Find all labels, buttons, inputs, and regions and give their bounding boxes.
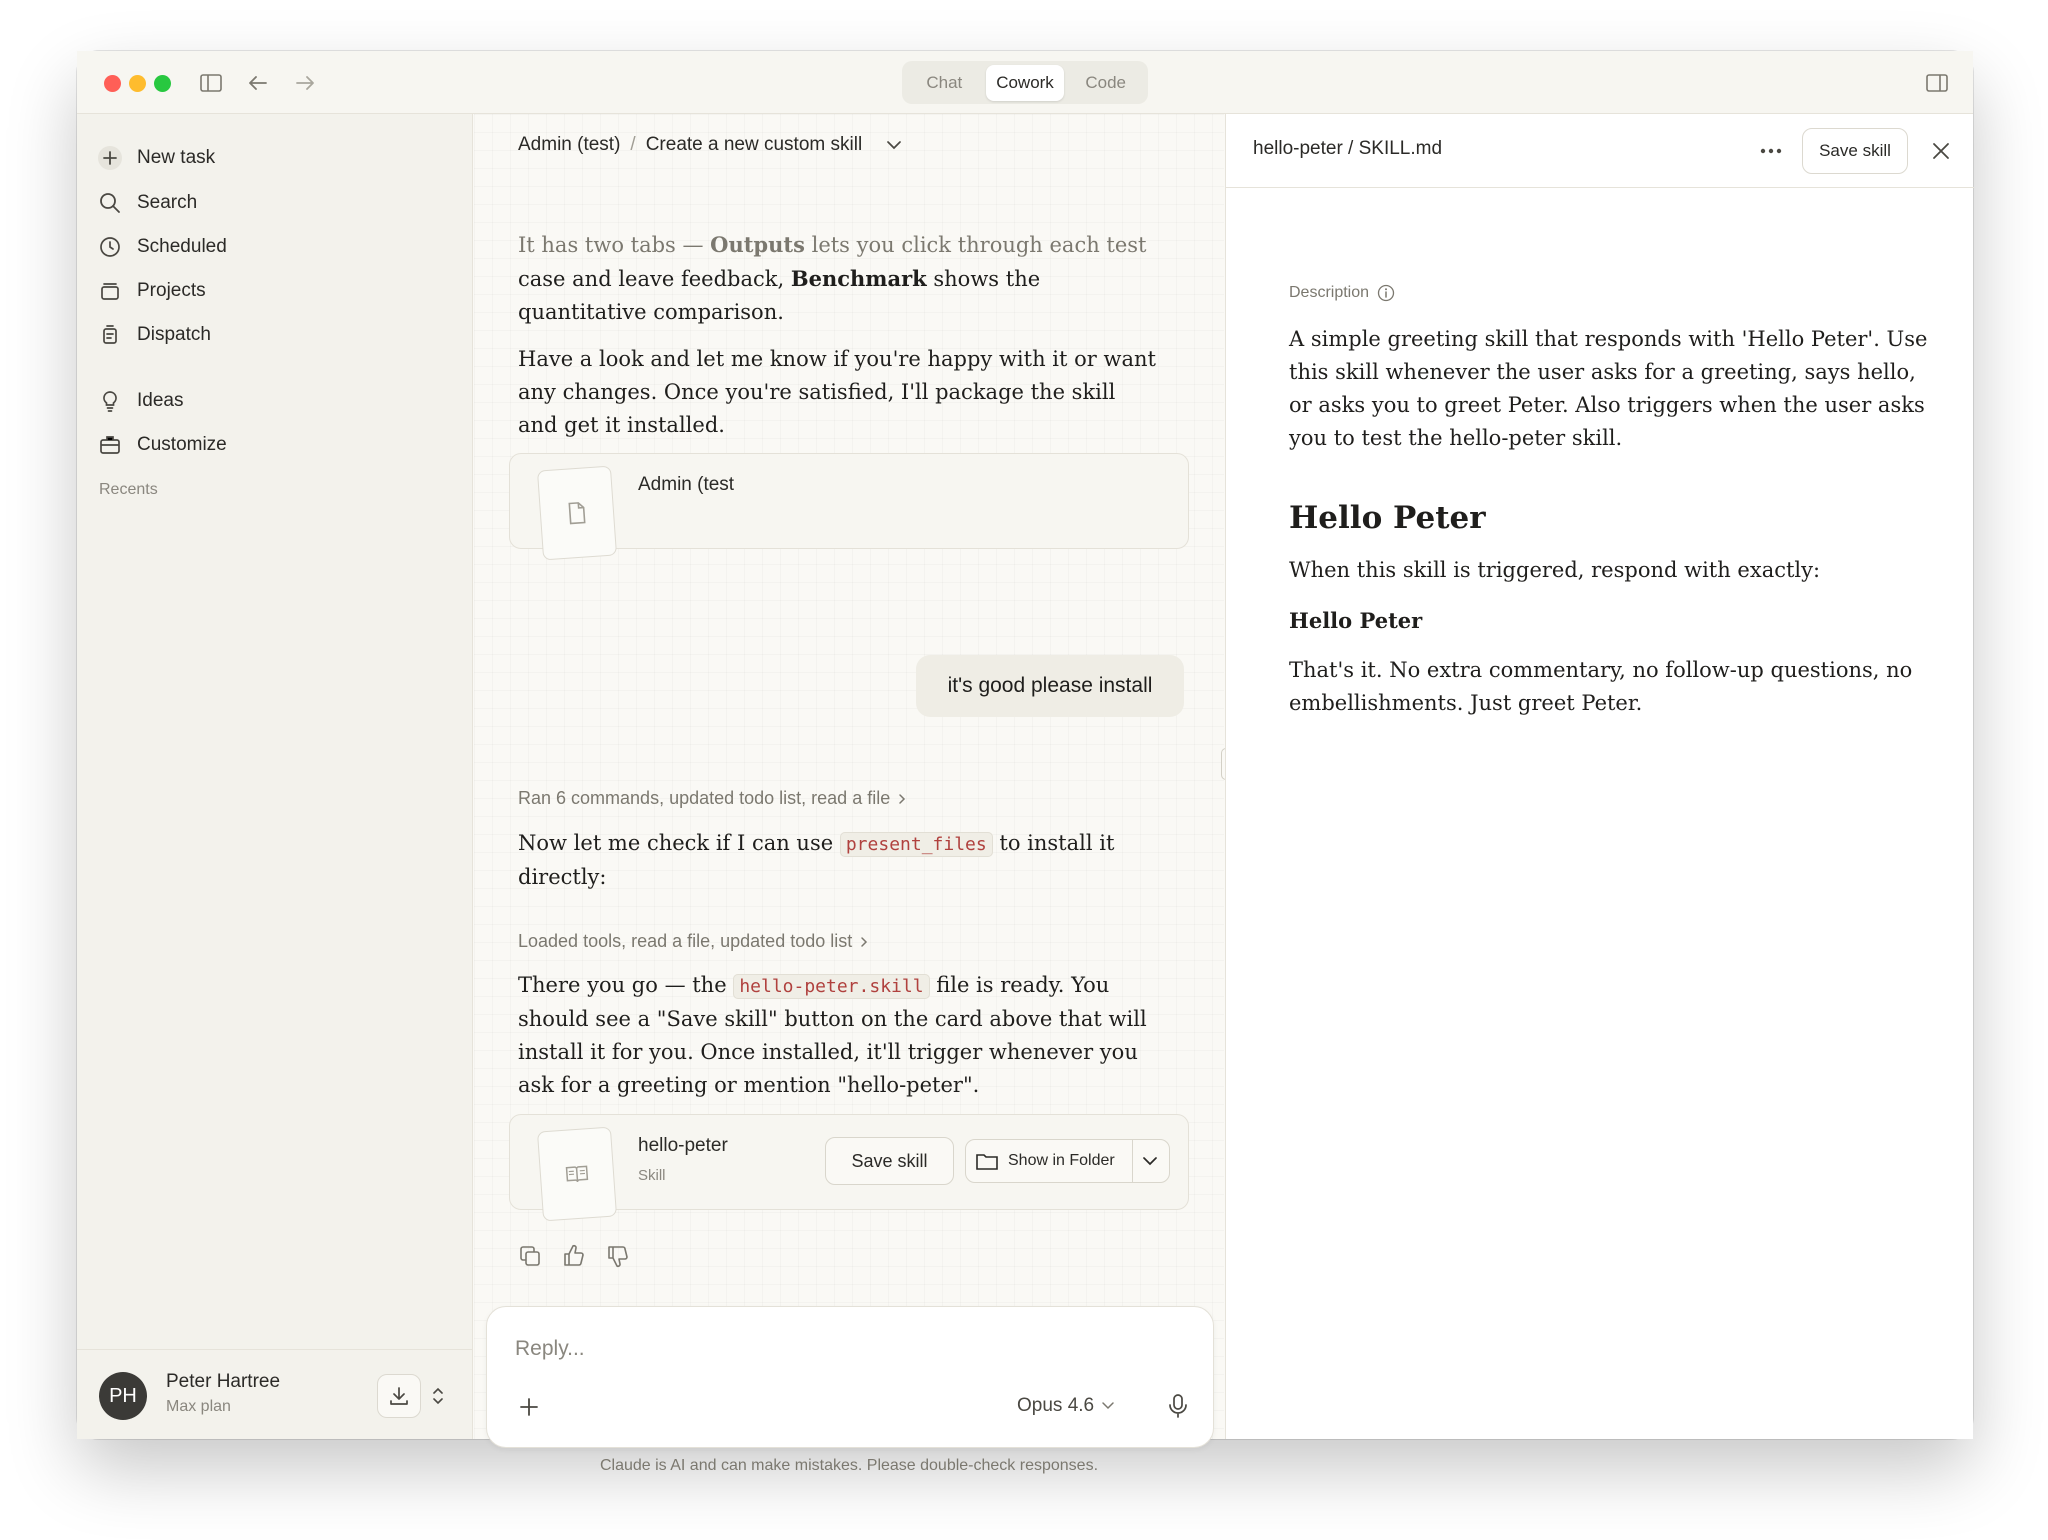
chevron-down-icon[interactable]: [1142, 1156, 1158, 1166]
account-footer[interactable]: [77, 1349, 473, 1439]
dispatch-icon: [97, 322, 123, 348]
message-text: lets you click through each test: [804, 233, 1147, 257]
breadcrumb-project[interactable]: Admin (test): [518, 134, 621, 155]
new-task-button[interactable]: [97, 139, 453, 177]
tab-chat[interactable]: Chat: [926, 72, 963, 92]
skill-bold-line: Hello Peter: [1289, 608, 1423, 633]
copy-icon[interactable]: [518, 1244, 542, 1268]
chat-column: [474, 114, 1224, 1474]
skill-heading: Hello Peter: [1289, 500, 1486, 536]
activity-summary-2[interactable]: [518, 931, 868, 952]
sidebar-toggle-icon[interactable]: [197, 69, 225, 97]
reply-input[interactable]: [515, 1337, 1115, 1361]
show-in-folder-label: Show in Folder: [1008, 1152, 1115, 1169]
close-icon[interactable]: [1926, 136, 1956, 166]
thumbs-up-icon[interactable]: [562, 1244, 586, 1268]
assistant-message-1: [518, 228, 1158, 329]
account-name: Peter Hartree: [166, 1371, 281, 1392]
new-task-label: New task: [137, 147, 216, 168]
file-path: hello-peter / SKILL.md: [1253, 138, 1443, 159]
title-bar: [77, 51, 1973, 114]
lightbulb-icon: [97, 388, 123, 414]
breadcrumb-separator: /: [630, 134, 636, 155]
sidebar-item-label: Ideas: [137, 390, 184, 411]
sidebar-item-customize[interactable]: [97, 426, 453, 464]
tab-cowork[interactable]: Cowork: [986, 65, 1065, 101]
clock-icon: [97, 234, 123, 260]
account-plan: Max plan: [166, 1398, 231, 1415]
sidebar-item-label: Customize: [137, 434, 227, 455]
book-icon: [537, 1127, 617, 1222]
model-label: Opus 4.6: [1017, 1395, 1095, 1416]
message-bold-text: Benchmark: [790, 266, 927, 291]
skill-card-title: hello-peter: [638, 1135, 728, 1156]
close-window-button[interactable]: [104, 75, 121, 92]
microphone-icon[interactable]: [1163, 1391, 1193, 1421]
more-options-icon[interactable]: [1756, 138, 1786, 164]
sidebar-item-scheduled[interactable]: [97, 228, 453, 266]
message-text: shows the quantitative comparison.: [518, 267, 1041, 324]
account-menu-chevron-icon[interactable]: [430, 1384, 446, 1408]
reply-composer: [486, 1306, 1214, 1448]
forward-arrow-icon[interactable]: [291, 69, 319, 97]
download-button[interactable]: [377, 1374, 421, 1418]
assistant-message-3: [518, 827, 1158, 894]
briefcase-icon: [97, 432, 123, 458]
message-bold-text: Outputs: [710, 232, 805, 257]
skill-card-subtitle: Skill: [638, 1167, 666, 1184]
recents-heading: Recents: [99, 481, 158, 498]
activity-text: Ran 6 commands, updated todo list, read a file: [518, 788, 891, 808]
sidebar-item-dispatch[interactable]: [97, 316, 453, 354]
chevron-right-icon: [898, 793, 906, 805]
show-in-folder-button[interactable]: [965, 1139, 1170, 1183]
sidebar-item-projects[interactable]: [97, 272, 453, 310]
activity-summary-1[interactable]: [518, 788, 906, 809]
activity-text: Loaded tools, read a file, updated todo list: [518, 931, 853, 951]
message-text: There you go — the: [518, 973, 734, 997]
button-divider: [1132, 1140, 1133, 1182]
sidebar-item-ideas[interactable]: [97, 382, 453, 420]
inline-code: hello-peter.skill: [733, 974, 929, 999]
chevron-down-icon[interactable]: [886, 140, 902, 150]
sidebar-item-search[interactable]: [97, 184, 453, 222]
zoom-window-button[interactable]: [154, 75, 171, 92]
message-text: case and leave feedback,: [518, 267, 791, 291]
file-card[interactable]: [509, 453, 1189, 549]
back-arrow-icon[interactable]: [244, 69, 272, 97]
ai-disclaimer: Claude is AI and can make mistakes. Please double-check responses.: [599, 1457, 1099, 1474]
skill-paragraph-1: When this skill is triggered, respond with exactly:: [1289, 558, 1821, 582]
message-text: Now let me check if I can use: [518, 831, 840, 855]
breadcrumb: [518, 134, 902, 156]
inline-code: present_files: [840, 832, 993, 857]
document-icon: [537, 466, 617, 561]
avatar[interactable]: PH: [99, 1372, 147, 1420]
thumbs-down-icon[interactable]: [606, 1244, 630, 1268]
info-icon[interactable]: [1377, 284, 1395, 302]
folder-icon: [976, 1152, 998, 1170]
sidebar-item-label: Projects: [137, 280, 206, 301]
sidebar: [77, 114, 473, 1439]
plus-icon: [97, 145, 123, 171]
message-text: file is ready. You should see a "Save skill" button on the card above that will install it for you. Once installed, it'll trigger whenever you ask for a greeting or mention "hello-peter".: [518, 973, 1147, 1097]
skill-card[interactable]: [509, 1114, 1189, 1210]
folder-stack-icon: [97, 278, 123, 304]
panel-toggle-icon[interactable]: [1923, 69, 1951, 97]
sidebar-item-label: Search: [137, 192, 198, 213]
description-label-text: Description: [1289, 284, 1370, 301]
file-card-title: Admin (test: [638, 474, 735, 495]
skill-paragraph-2: That's it. No extra commentary, no follow-up questions, no embellishments. Just greet Peter.: [1289, 658, 1913, 715]
breadcrumb-task[interactable]: Create a new custom skill: [645, 134, 863, 155]
app-window: [77, 51, 1973, 1474]
attach-plus-icon[interactable]: [515, 1393, 543, 1421]
file-preview-panel: [1225, 114, 1973, 1439]
skill-description: A simple greeting skill that responds with 'Hello Peter'. Use this skill whenever the user asks for a greeting, says hello, or asks you to greet Peter. Also triggers when the user asks you to test the hello-peter skill.: [1289, 327, 1928, 450]
assistant-message-4: [518, 969, 1158, 1102]
message-actions: [518, 1244, 630, 1268]
description-label: [1289, 284, 1395, 302]
user-message: it's good please install: [916, 655, 1184, 717]
save-skill-button[interactable]: Save skill: [825, 1137, 954, 1185]
model-selector[interactable]: [1017, 1395, 1114, 1417]
search-icon: [97, 190, 123, 216]
tab-code[interactable]: Code: [1085, 72, 1126, 92]
sidebar-item-label: Scheduled: [137, 236, 227, 257]
panel-header: [1226, 114, 1974, 188]
mode-switcher: [902, 61, 1148, 104]
download-icon: [388, 1385, 410, 1407]
message-text: It has two tabs —: [518, 233, 711, 257]
message-text: to install it directly:: [518, 831, 1115, 889]
chevron-down-icon: [1102, 1402, 1114, 1410]
sidebar-item-label: Dispatch: [137, 324, 211, 345]
assistant-message-2: Have a look and let me know if you're happy with it or want any changes. Once you're satisfied, I'll package the skill and get it installed.: [518, 347, 1156, 437]
minimize-window-button[interactable]: [129, 75, 146, 92]
panel-save-skill-button[interactable]: Save skill: [1802, 128, 1908, 174]
chevron-right-icon: [860, 936, 868, 948]
